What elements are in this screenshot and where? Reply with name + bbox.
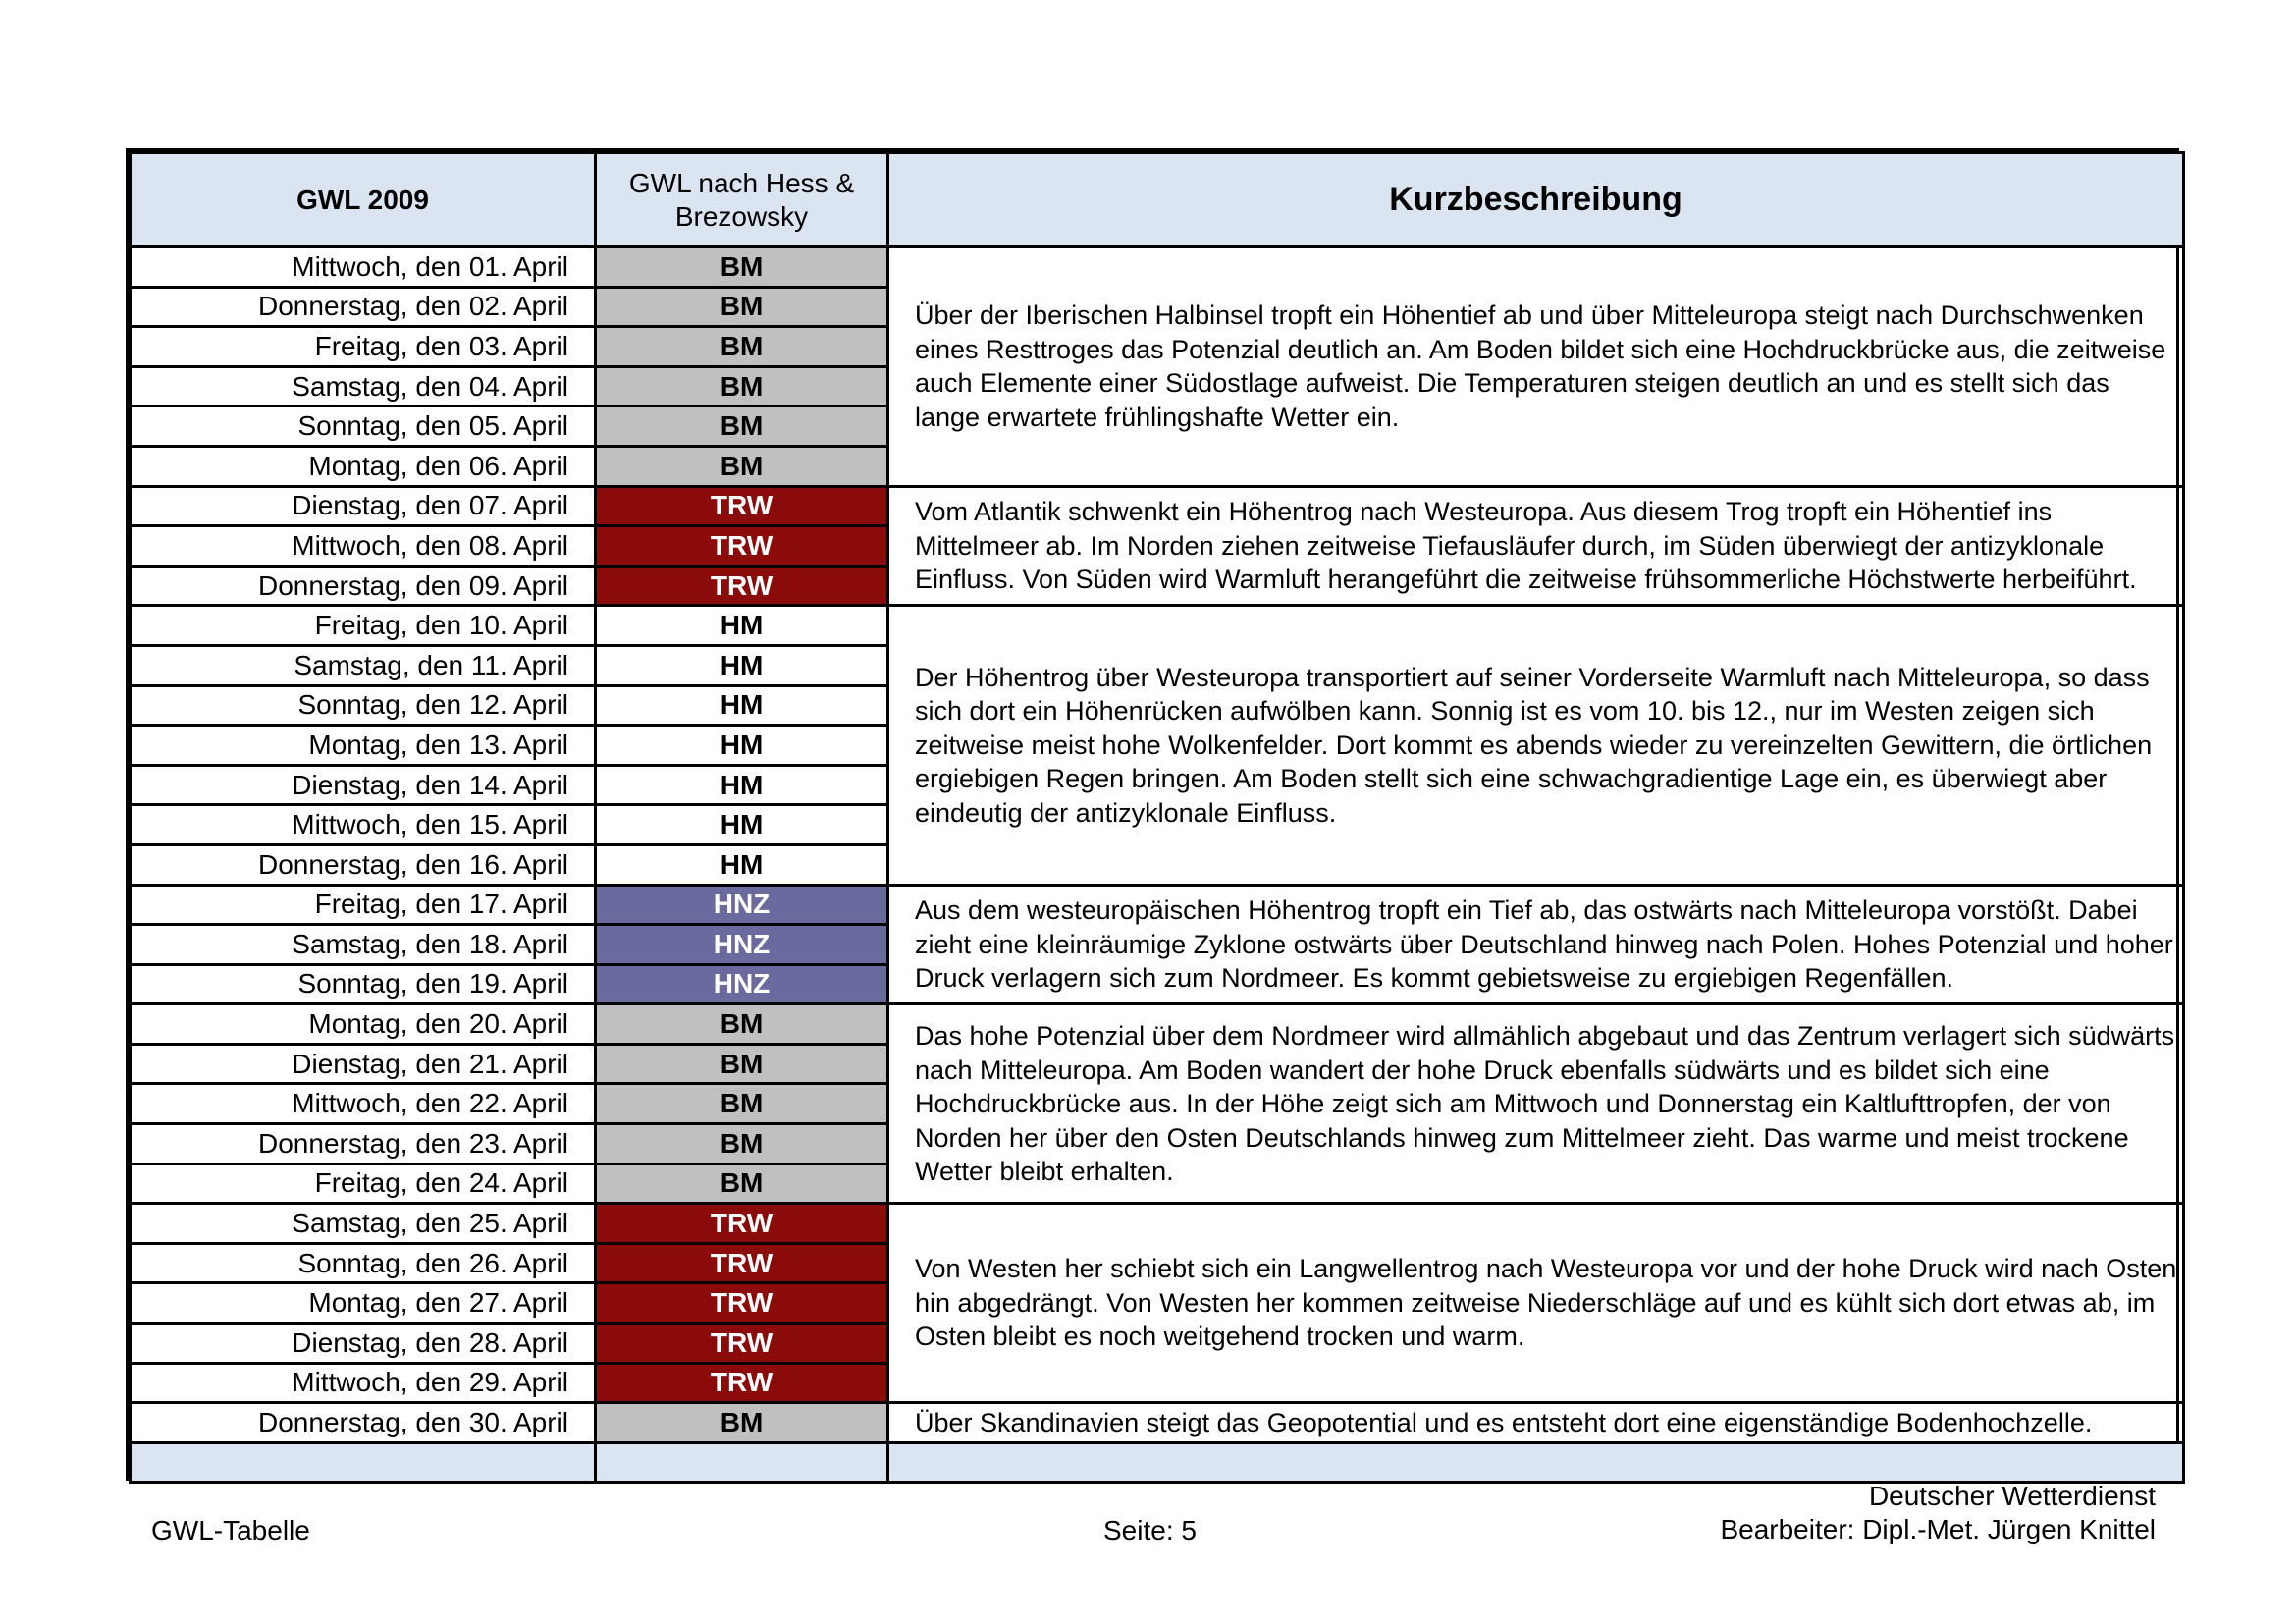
day-date: Dienstag, den 07. April	[131, 486, 596, 526]
period-description	[888, 1204, 2184, 1403]
gwl-code: TRW	[596, 566, 888, 606]
day-date: Donnerstag, den 23. April	[131, 1124, 596, 1164]
gwl-code: TRW	[596, 1243, 888, 1283]
day-date: Samstag, den 11. April	[131, 645, 596, 685]
day-date: Freitag, den 03. April	[131, 327, 596, 367]
gwl-code: HNZ	[596, 964, 888, 1004]
gwl-code: HNZ	[596, 885, 888, 925]
footer-cell-code	[596, 1442, 888, 1482]
day-date: Donnerstag, den 09. April	[131, 566, 596, 606]
gwl-code: TRW	[596, 526, 888, 567]
period-description	[888, 606, 2184, 885]
gwl-code: BM	[596, 1044, 888, 1084]
gwl-code: BM	[596, 406, 888, 447]
gwl-code: HM	[596, 726, 888, 766]
footer-organisation: Deutscher Wetterdienst	[1868, 1481, 2156, 1511]
table-row	[131, 1204, 2184, 1244]
day-date: Freitag, den 10. April	[131, 606, 596, 646]
day-date: Dienstag, den 21. April	[131, 1044, 596, 1084]
table-row	[131, 486, 2184, 526]
gwl-table	[129, 151, 2185, 1484]
gwl-code: TRW	[596, 1204, 888, 1244]
gwl-code: HM	[596, 765, 888, 805]
day-date: Sonntag, den 12. April	[131, 685, 596, 726]
period-description-text: Vom Atlantik schwenkt ein Höhentrog nach Westeuropa. Aus diesem Trog tropft ein Höhentief ins Mittelmeer ab. Im Norden ziehen zeitweise Tiefausläufer durch, im Süden überwiegt der antizyklonale Einfluss. Von Süden wird Warmluft herangeführt die zeitweise frühsommerliche Höchstwerte herbeiführt.	[915, 497, 2137, 595]
footer-author: Bearbeiter: Dipl.-Met. Jürgen Knittel	[1720, 1514, 2156, 1544]
period-description-text: Aus dem westeuropäischen Höhentrog tropft ein Tief ab, das ostwärts nach Mitteleuropa vorstößt. Dabei zieht eine kleinräumige Zyklone ostwärts über Deutschland hinweg nach Polen. Hohes Potenzial und hoher Druck verlagern sich zum Nordmeer. Es kommt gebietsweise zu ergiebigen Regenfällen.	[915, 895, 2173, 994]
day-date: Samstag, den 18. April	[131, 925, 596, 965]
day-date: Montag, den 20. April	[131, 1004, 596, 1045]
footer-cell-desc	[888, 1442, 2184, 1482]
day-date: Sonntag, den 19. April	[131, 964, 596, 1004]
day-date: Mittwoch, den 29. April	[131, 1363, 596, 1403]
day-date: Montag, den 27. April	[131, 1283, 596, 1324]
gwl-code: BM	[596, 247, 888, 288]
gwl-code: HM	[596, 645, 888, 685]
day-date: Freitag, den 24. April	[131, 1163, 596, 1204]
header-gwl-hess-brezowsky: GWL nach Hess & Brezowsky	[596, 153, 888, 247]
day-date: Samstag, den 25. April	[131, 1204, 596, 1244]
gwl-code: BM	[596, 366, 888, 406]
gwl-code: BM	[596, 1004, 888, 1045]
period-description	[888, 486, 2184, 606]
gwl-code: HM	[596, 685, 888, 726]
gwl-code: BM	[596, 446, 888, 486]
footer-page-number: Seite: 5	[1103, 1515, 1197, 1545]
day-date: Dienstag, den 28. April	[131, 1324, 596, 1364]
day-date: Mittwoch, den 08. April	[131, 526, 596, 567]
footer-author-block	[1720, 1480, 2156, 1546]
gwl-code: TRW	[596, 1283, 888, 1324]
gwl-code: TRW	[596, 1324, 888, 1364]
day-date: Sonntag, den 26. April	[131, 1243, 596, 1283]
gwl-code: HNZ	[596, 925, 888, 965]
day-date: Mittwoch, den 01. April	[131, 247, 596, 288]
day-date: Samstag, den 04. April	[131, 366, 596, 406]
period-description-text: Über der Iberischen Halbinsel tropft ein Höhentief ab und über Mitteleuropa steigt nach Durchschwenken eines Resttroges das Potenzial deutlich an. Am Boden bildet sich eine Hochdruckbrücke aus, die zeitweise auch Elemente einer Südostlage aufweist. Die Temperaturen steigen deutlich an und es stellt sich das lange erwartete frühlingshafte Wetter ein.	[915, 300, 2166, 432]
period-description	[888, 1403, 2184, 1443]
day-date: Montag, den 06. April	[131, 446, 596, 486]
period-description-text: Das hohe Potenzial über dem Nordmeer wird allmählich abgebaut und das Zentrum verlagert sich südwärts nach Mitteleuropa. Am Boden wandert der hohe Druck ebenfalls südwärts und es bildet sich eine Hochdruckbrücke aus. In der Höhe zeigt sich am Mittwoch und Donnerstag ein Kaltlufttropfen, der von Norden her über den Osten Deutschlands hinweg zum Mittelmeer zieht. Das warme und meist trockene Wetter bleibt erhalten.	[915, 1021, 2175, 1187]
footer-cell-date	[131, 1442, 596, 1482]
day-date: Mittwoch, den 15. April	[131, 805, 596, 845]
gwl-code: HM	[596, 844, 888, 885]
day-date: Mittwoch, den 22. April	[131, 1084, 596, 1124]
table-row	[131, 885, 2184, 925]
table-row	[131, 1403, 2184, 1443]
period-description	[888, 885, 2184, 1004]
gwl-code: BM	[596, 1084, 888, 1124]
day-date: Donnerstag, den 30. April	[131, 1403, 596, 1443]
gwl-code: HM	[596, 606, 888, 646]
table-row	[131, 606, 2184, 646]
period-description	[888, 247, 2184, 487]
gwl-code: TRW	[596, 486, 888, 526]
period-description-text: Von Westen her schiebt sich ein Langwellentrog nach Westeuropa vor und der hohe Druck wird nach Osten hin abgedrängt. Von Westen her kommen zeitweise Niederschläge auf und es kühlt sich dort etwas ab, im Osten bleibt es noch weitgehend trocken und warm.	[915, 1254, 2177, 1352]
day-date: Sonntag, den 05. April	[131, 406, 596, 447]
day-date: Freitag, den 17. April	[131, 885, 596, 925]
day-date: Donnerstag, den 02. April	[131, 287, 596, 327]
gwl-code: BM	[596, 1403, 888, 1443]
gwl-code: HM	[596, 805, 888, 845]
gwl-code: BM	[596, 1124, 888, 1164]
header-kurzbeschreibung: Kurzbeschreibung	[888, 153, 2184, 247]
gwl-code: BM	[596, 1163, 888, 1204]
table-footer-row	[131, 1442, 2184, 1482]
table-row	[131, 247, 2184, 288]
period-description	[888, 1004, 2184, 1204]
footer-sheet-name: GWL-Tabelle	[151, 1515, 310, 1545]
period-description-text: Der Höhentrog über Westeuropa transportiert auf seiner Vorderseite Warmluft nach Mitteleuropa, so dass sich dort ein Höhenrücken aufwölben kann. Sonnig ist es vom 10. bis 12., nur im Westen zeigen sich zeitweise meist hohe Wolkenfelder. Dort kommt es abends wieder zu vereinzelten Gewittern, die örtlichen ergiebigen Regen bringen. Am Boden stellt sich eine schwachgradientige Lage ein, es überwiegt aber eindeutig der antizyklonale Einfluss.	[915, 662, 2153, 828]
gwl-table-frame	[126, 148, 2179, 1481]
day-date: Montag, den 13. April	[131, 726, 596, 766]
day-date: Dienstag, den 14. April	[131, 765, 596, 805]
table-header-row	[131, 153, 2184, 247]
day-date: Donnerstag, den 16. April	[131, 844, 596, 885]
gwl-code: TRW	[596, 1363, 888, 1403]
gwl-code: BM	[596, 287, 888, 327]
header-gwl-year: GWL 2009	[131, 153, 596, 247]
table-row	[131, 1004, 2184, 1045]
period-description-text: Über Skandinavien steigt das Geopotential und es entsteht dort eine eigenständige Bodenhochzelle.	[915, 1407, 2093, 1437]
gwl-code: BM	[596, 327, 888, 367]
